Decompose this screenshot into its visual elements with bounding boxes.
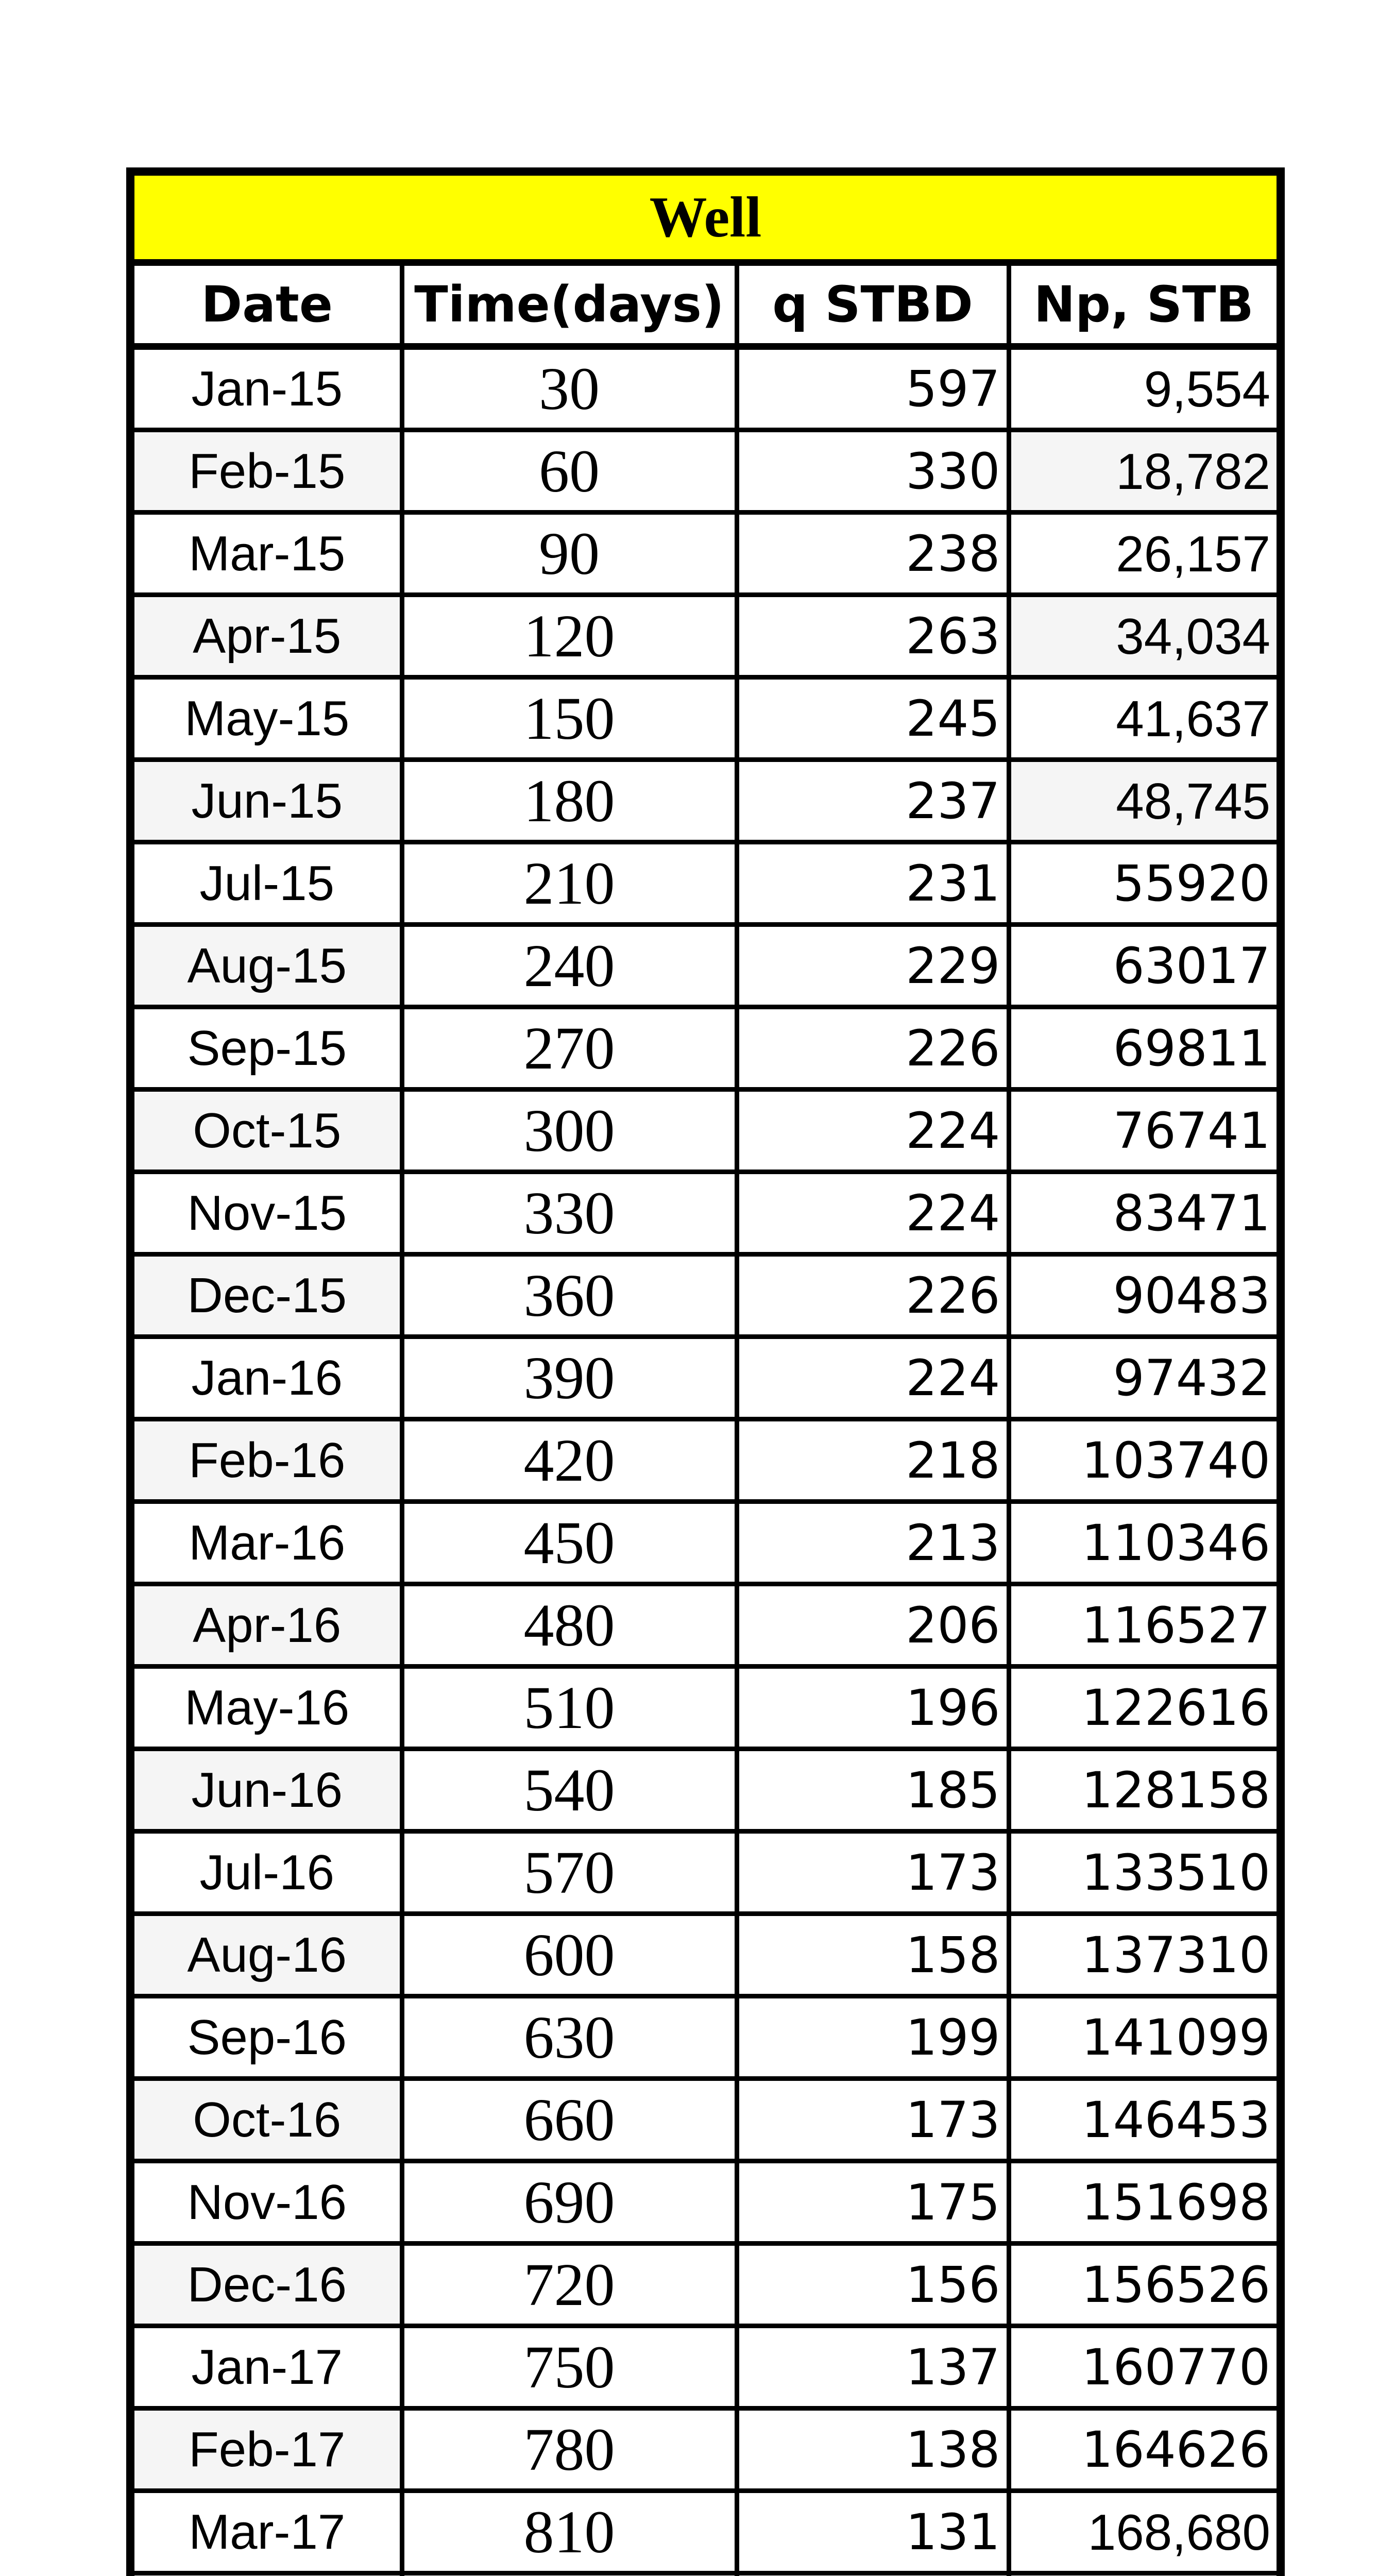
cell-rate: 330 [737, 430, 1009, 513]
cell-rate: 138 [737, 2409, 1009, 2491]
table-row [130, 513, 1281, 595]
cell-rate: 137 [737, 2326, 1009, 2409]
table-row [130, 1996, 1281, 2079]
table-body [130, 347, 1281, 2576]
cell-cumulative: 110346 [1009, 1502, 1281, 1584]
cell-date: May-15 [130, 677, 402, 760]
table-row [130, 1090, 1281, 1172]
cell-cumulative: 151698 [1009, 2161, 1281, 2244]
cell-time: 360 [402, 1255, 737, 1337]
cell-rate: 173 [737, 1832, 1009, 1914]
cell-cumulative: 103740 [1009, 1419, 1281, 1502]
cell-cumulative: 133510 [1009, 1832, 1281, 1914]
cell-cumulative: 26,157 [1009, 513, 1281, 595]
cell-date: Jun-16 [130, 1749, 402, 1832]
cell-time: 540 [402, 1749, 737, 1832]
cell-date: Mar-16 [130, 1502, 402, 1584]
cell-cumulative: 156526 [1009, 2244, 1281, 2326]
table-row [130, 1584, 1281, 1667]
cell-rate: 229 [737, 925, 1009, 1007]
cell-time: 450 [402, 1502, 737, 1584]
cell-cumulative: 55920 [1009, 842, 1281, 925]
cell-rate: 226 [737, 1007, 1009, 1090]
cell-cumulative: 69811 [1009, 1007, 1281, 1090]
cell-rate: 263 [737, 595, 1009, 677]
title-row [130, 172, 1281, 263]
table-row [130, 347, 1281, 430]
cell-time: 750 [402, 2326, 737, 2409]
cell-date: Aug-16 [130, 1914, 402, 1996]
cell-cumulative: 76741 [1009, 1090, 1281, 1172]
cell-time: 660 [402, 2079, 737, 2161]
cell-time: 330 [402, 1172, 737, 1255]
table-row [130, 2326, 1281, 2409]
cell-rate: 226 [737, 1255, 1009, 1337]
cell-rate: 131 [737, 2491, 1009, 2573]
cell-date: Aug-15 [130, 925, 402, 1007]
cell-rate: 218 [737, 1419, 1009, 1502]
cell-cumulative: 83471 [1009, 1172, 1281, 1255]
cell-date: Jun-15 [130, 760, 402, 842]
cell-cumulative: 164626 [1009, 2409, 1281, 2491]
table-row [130, 842, 1281, 925]
column-header-rate: q STBD [737, 263, 1009, 347]
cell-date: Nov-16 [130, 2161, 402, 2244]
cell-time: 390 [402, 1337, 737, 1419]
cell-cumulative: 146453 [1009, 2079, 1281, 2161]
cell-time: 150 [402, 677, 737, 760]
cell-date: Dec-15 [130, 1255, 402, 1337]
cell-date: Jan-17 [130, 2326, 402, 2409]
cell-cumulative: 9,554 [1009, 347, 1281, 430]
cell-time: 600 [402, 1914, 737, 1996]
cell-time: 30 [402, 347, 737, 430]
cell-date: Feb-16 [130, 1419, 402, 1502]
table-row [130, 2244, 1281, 2326]
cell-time: 300 [402, 1090, 737, 1172]
table-row [130, 2491, 1281, 2573]
column-header-time: Time(days) [402, 263, 737, 347]
cell-rate: 173 [737, 2079, 1009, 2161]
cell-rate [737, 2573, 1009, 2576]
cell-date: Dec-16 [130, 2244, 402, 2326]
table-row [130, 1419, 1281, 1502]
cell-time: 270 [402, 1007, 737, 1090]
table-row [130, 2573, 1281, 2576]
table-row [130, 1337, 1281, 1419]
cell-date: Jul-15 [130, 842, 402, 925]
cell-cumulative: 34,034 [1009, 595, 1281, 677]
table-row [130, 1502, 1281, 1584]
cell-cumulative: 168,680 [1009, 2491, 1281, 2573]
table-row [130, 1172, 1281, 1255]
cell-rate: 224 [737, 1337, 1009, 1419]
cell-cumulative: 128158 [1009, 1749, 1281, 1832]
cell-cumulative: 63017 [1009, 925, 1281, 1007]
cell-rate: 213 [737, 1502, 1009, 1584]
cell-date: Jan-15 [130, 347, 402, 430]
cell-cumulative [1009, 2573, 1281, 2576]
table-row [130, 2161, 1281, 2244]
cell-time: 630 [402, 1996, 737, 2079]
table-row [130, 2409, 1281, 2491]
cell-rate: 196 [737, 1667, 1009, 1749]
cell-time: 210 [402, 842, 737, 925]
cell-rate: 156 [737, 2244, 1009, 2326]
table-row [130, 430, 1281, 513]
cell-rate: 185 [737, 1749, 1009, 1832]
cell-rate: 224 [737, 1172, 1009, 1255]
cell-date: Apr-16 [130, 1584, 402, 1667]
cell-date: Mar-17 [130, 2491, 402, 2573]
cell-date: Mar-15 [130, 513, 402, 595]
cell-time: 720 [402, 2244, 737, 2326]
cell-cumulative: 122616 [1009, 1667, 1281, 1749]
table-row [130, 1749, 1281, 1832]
cell-rate: 199 [737, 1996, 1009, 2079]
cell-cumulative: 90483 [1009, 1255, 1281, 1337]
cell-cumulative: 41,637 [1009, 677, 1281, 760]
cell-time: 510 [402, 1667, 737, 1749]
cell-rate: 175 [737, 2161, 1009, 2244]
table-row [130, 760, 1281, 842]
cell-time: 780 [402, 2409, 737, 2491]
cell-date: May-16 [130, 1667, 402, 1749]
cell-cumulative: 141099 [1009, 1996, 1281, 2079]
table-row [130, 1832, 1281, 1914]
table-row [130, 595, 1281, 677]
cell-cumulative: 160770 [1009, 2326, 1281, 2409]
table-row [130, 2079, 1281, 2161]
cell-date: Oct-16 [130, 2079, 402, 2161]
cell-cumulative: 116527 [1009, 1584, 1281, 1667]
cell-date: Nov-15 [130, 1172, 402, 1255]
table-row [130, 1007, 1281, 1090]
cell-date: Feb-17 [130, 2409, 402, 2491]
cell-time: 570 [402, 1832, 737, 1914]
production-data-table [126, 167, 1285, 2576]
cell-date: Jan-16 [130, 1337, 402, 1419]
cell-date: Feb-15 [130, 430, 402, 513]
cell-rate: 237 [737, 760, 1009, 842]
table-row [130, 1667, 1281, 1749]
cell-time: 240 [402, 925, 737, 1007]
cell-time: 810 [402, 2491, 737, 2573]
table-row [130, 925, 1281, 1007]
cell-date: Sep-15 [130, 1007, 402, 1090]
cell-rate: 597 [737, 347, 1009, 430]
table-row [130, 1255, 1281, 1337]
cell-time [402, 2573, 737, 2576]
table-row [130, 677, 1281, 760]
cell-time: 480 [402, 1584, 737, 1667]
cell-rate: 158 [737, 1914, 1009, 1996]
table-header [130, 172, 1281, 347]
table-row [130, 1914, 1281, 1996]
cell-time: 120 [402, 595, 737, 677]
cell-rate: 206 [737, 1584, 1009, 1667]
column-header-date: Date [130, 263, 402, 347]
cell-rate: 224 [737, 1090, 1009, 1172]
cell-cumulative: 137310 [1009, 1914, 1281, 1996]
column-header-cumulative: Np, STB [1009, 263, 1281, 347]
column-header-row [130, 263, 1281, 347]
cell-date [130, 2573, 402, 2576]
cell-date: Jul-16 [130, 1832, 402, 1914]
cell-time: 180 [402, 760, 737, 842]
cell-time: 90 [402, 513, 737, 595]
cell-date: Sep-16 [130, 1996, 402, 2079]
cell-cumulative: 18,782 [1009, 430, 1281, 513]
cell-time: 420 [402, 1419, 737, 1502]
cell-rate: 238 [737, 513, 1009, 595]
cell-rate: 245 [737, 677, 1009, 760]
cell-date: Apr-15 [130, 595, 402, 677]
cell-cumulative: 97432 [1009, 1337, 1281, 1419]
cell-date: Oct-15 [130, 1090, 402, 1172]
cell-cumulative: 48,745 [1009, 760, 1281, 842]
cell-rate: 231 [737, 842, 1009, 925]
cell-time: 690 [402, 2161, 737, 2244]
table-title: Well [130, 172, 1281, 263]
cell-time: 60 [402, 430, 737, 513]
